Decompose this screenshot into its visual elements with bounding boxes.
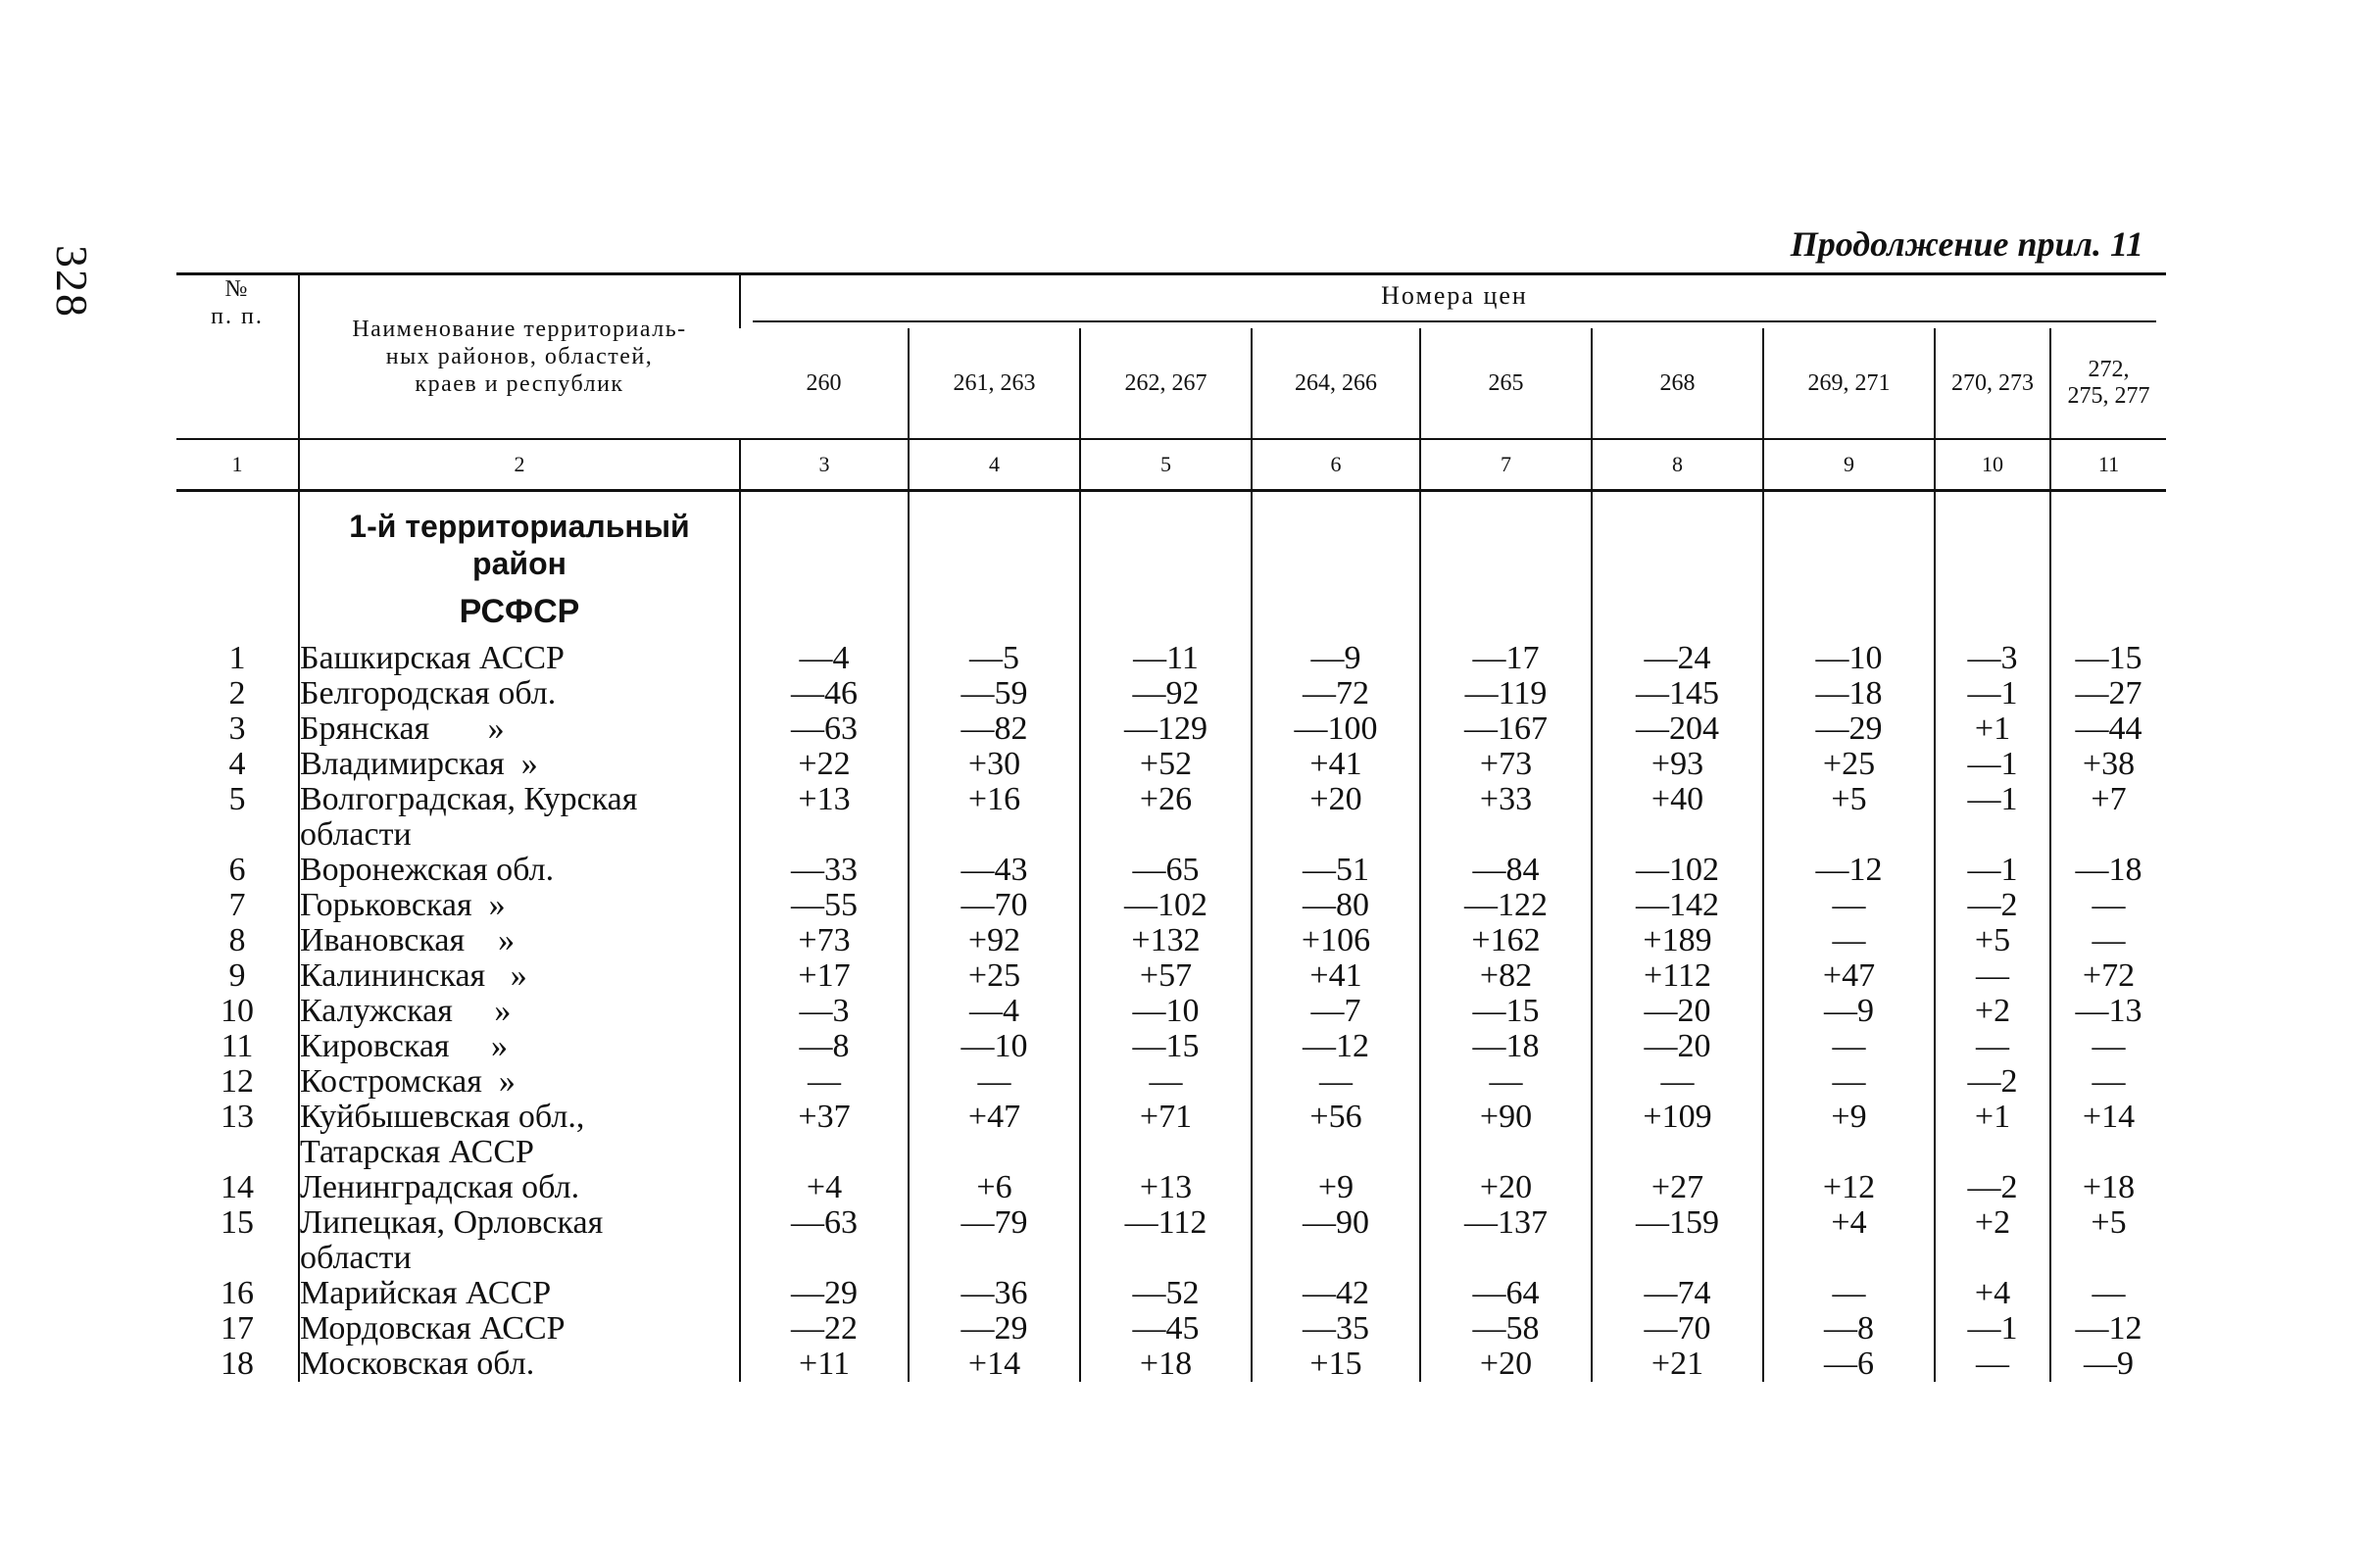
- row-value: +18: [1080, 1347, 1252, 1382]
- row-name: Горьковская »: [299, 888, 740, 923]
- section-title-row: [176, 491, 2166, 642]
- table-row: [176, 782, 2166, 853]
- row-value: +106: [1252, 923, 1420, 958]
- row-value: +18: [2050, 1170, 2166, 1205]
- row-value: —137: [1420, 1205, 1592, 1276]
- row-value: —15: [1080, 1029, 1252, 1064]
- row-value: +27: [1592, 1170, 1763, 1205]
- header-price-column: 262, 267: [1080, 328, 1252, 439]
- row-value: —5: [909, 641, 1080, 676]
- row-value: +73: [1420, 747, 1592, 782]
- row-value: —4: [740, 641, 909, 676]
- row-value: —29: [1763, 711, 1935, 747]
- row-value: —15: [1420, 994, 1592, 1029]
- row-value: —1: [1935, 676, 2050, 711]
- row-value: +90: [1420, 1100, 1592, 1170]
- row-value: +72: [2050, 958, 2166, 994]
- row-value: —65: [1080, 853, 1252, 888]
- row-value: —44: [2050, 711, 2166, 747]
- table-row: [176, 1276, 2166, 1311]
- row-value: +17: [740, 958, 909, 994]
- header-price-column: 270, 273: [1935, 328, 2050, 439]
- row-name: Куйбышевская обл., Татарская АССР: [299, 1100, 740, 1170]
- row-value: —: [1935, 1029, 2050, 1064]
- row-value: —82: [909, 711, 1080, 747]
- section-empty-cell: [1763, 491, 1935, 642]
- price-table: [176, 272, 2166, 1382]
- row-number: 2: [228, 675, 246, 711]
- table-row: [176, 747, 2166, 782]
- header-row-top: [176, 274, 2166, 329]
- row-value: +189: [1592, 923, 1763, 958]
- header-group-text: Номера цен: [753, 281, 2156, 322]
- row-value: —79: [909, 1205, 1080, 1276]
- table-row: [176, 1029, 2166, 1064]
- row-value: —: [2050, 888, 2166, 923]
- row-value: —1: [1935, 1311, 2050, 1347]
- table-body: [176, 491, 2166, 1383]
- row-name: Липецкая, Орловская области: [299, 1205, 740, 1276]
- row-value: —84: [1420, 853, 1592, 888]
- row-value: —11: [1080, 641, 1252, 676]
- row-value: +4: [1763, 1205, 1935, 1276]
- row-number: 8: [228, 922, 246, 958]
- row-value: —92: [1080, 676, 1252, 711]
- row-value: —80: [1252, 888, 1420, 923]
- row-value: —18: [1763, 676, 1935, 711]
- row-value: —10: [909, 1029, 1080, 1064]
- row-value: —72: [1252, 676, 1420, 711]
- row-value: —3: [740, 994, 909, 1029]
- table-row: [176, 1311, 2166, 1347]
- row-name: Ивановская »: [299, 923, 740, 958]
- table-row: [176, 1100, 2166, 1170]
- row-value: +9: [1763, 1100, 1935, 1170]
- row-name: Московская обл.: [299, 1347, 740, 1382]
- section-empty-cell: [1420, 491, 1592, 642]
- row-value: +52: [1080, 747, 1252, 782]
- row-value: —1: [1935, 747, 2050, 782]
- section-empty-cell: [1252, 491, 1420, 642]
- row-value: —: [1592, 1064, 1763, 1100]
- row-name: Марийская АССР: [299, 1276, 740, 1311]
- row-number: 16: [221, 1275, 254, 1311]
- row-value: —119: [1420, 676, 1592, 711]
- row-value: +112: [1592, 958, 1763, 994]
- row-value: +5: [2050, 1205, 2166, 1276]
- row-value: —42: [1252, 1276, 1420, 1311]
- row-value: +41: [1252, 747, 1420, 782]
- row-value: —12: [1763, 853, 1935, 888]
- row-value: +14: [909, 1347, 1080, 1382]
- row-value: —: [1935, 958, 2050, 994]
- row-value: —9: [2050, 1347, 2166, 1382]
- row-number: 11: [221, 1028, 254, 1064]
- row-value: —: [1252, 1064, 1420, 1100]
- row-value: +9: [1252, 1170, 1420, 1205]
- row-value: —2: [1935, 1064, 2050, 1100]
- row-value: —9: [1252, 641, 1420, 676]
- table-row: [176, 853, 2166, 888]
- row-value: —129: [1080, 711, 1252, 747]
- row-value: +82: [1420, 958, 1592, 994]
- row-value: —6: [1763, 1347, 1935, 1382]
- table-row: [176, 958, 2166, 994]
- header-column-number: 11: [2050, 439, 2166, 491]
- row-value: —33: [740, 853, 909, 888]
- row-value: —10: [1080, 994, 1252, 1029]
- page-number: 328: [47, 245, 97, 318]
- row-value: +25: [1763, 747, 1935, 782]
- row-value: +71: [1080, 1100, 1252, 1170]
- row-value: —: [1763, 1276, 1935, 1311]
- section-empty-cell: [1935, 491, 2050, 642]
- section-empty-cell: [909, 491, 1080, 642]
- section-empty-cell: [2050, 491, 2166, 642]
- row-value: —9: [1763, 994, 1935, 1029]
- row-value: +6: [909, 1170, 1080, 1205]
- row-name: Мордовская АССР: [299, 1311, 740, 1347]
- row-value: +2: [1935, 1205, 2050, 1276]
- table-row: [176, 888, 2166, 923]
- row-value: —145: [1592, 676, 1763, 711]
- row-value: —45: [1080, 1311, 1252, 1347]
- row-name: Башкирская АССР: [299, 641, 740, 676]
- row-value: —: [1080, 1064, 1252, 1100]
- table-row: [176, 641, 2166, 676]
- row-value: —58: [1420, 1311, 1592, 1347]
- row-value: —43: [909, 853, 1080, 888]
- table-row: [176, 1064, 2166, 1100]
- table-row: [176, 1347, 2166, 1382]
- row-value: —: [1935, 1347, 2050, 1382]
- row-value: —20: [1592, 994, 1763, 1029]
- row-number: 18: [221, 1346, 254, 1382]
- row-value: +1: [1935, 1100, 2050, 1170]
- row-value: —18: [1420, 1029, 1592, 1064]
- row-value: —51: [1252, 853, 1420, 888]
- table-row: [176, 1205, 2166, 1276]
- table-row: [176, 676, 2166, 711]
- row-value: +162: [1420, 923, 1592, 958]
- row-value: +56: [1252, 1100, 1420, 1170]
- row-value: +4: [740, 1170, 909, 1205]
- row-value: +92: [909, 923, 1080, 958]
- row-value: —3: [1935, 641, 2050, 676]
- row-value: +14: [2050, 1100, 2166, 1170]
- table-row: [176, 923, 2166, 958]
- row-number: 7: [228, 887, 246, 923]
- row-value: +20: [1252, 782, 1420, 853]
- header-column-numbers-row: [176, 439, 2166, 491]
- header-num-label: № п. п.: [176, 274, 299, 440]
- header-group-label: [740, 274, 2166, 329]
- row-name: Владимирская »: [299, 747, 740, 782]
- header-column-number: 2: [299, 439, 740, 491]
- row-value: —8: [1763, 1311, 1935, 1347]
- row-value: —29: [909, 1311, 1080, 1347]
- row-value: —2: [1935, 1170, 2050, 1205]
- row-value: —: [2050, 1276, 2166, 1311]
- row-number: 17: [221, 1310, 254, 1347]
- section-title-cell: [299, 491, 740, 642]
- row-value: —: [1763, 1064, 1935, 1100]
- row-value: +38: [2050, 747, 2166, 782]
- row-value: —24: [1592, 641, 1763, 676]
- row-number: 4: [228, 746, 246, 782]
- row-value: +57: [1080, 958, 1252, 994]
- row-name: Волгоградская, Курская области: [299, 782, 740, 853]
- row-value: —1: [1935, 782, 2050, 853]
- row-value: —22: [740, 1311, 909, 1347]
- header-price-column: 260: [806, 369, 842, 396]
- row-value: —: [2050, 923, 2166, 958]
- row-number: 14: [221, 1169, 254, 1205]
- row-value: —: [1763, 1029, 1935, 1064]
- header-name-label: Наименование территориаль- ных районов, областей, краев и республик: [299, 274, 740, 440]
- row-number: 9: [228, 957, 246, 994]
- row-value: —: [909, 1064, 1080, 1100]
- row-value: +93: [1592, 747, 1763, 782]
- row-value: +30: [909, 747, 1080, 782]
- row-value: —17: [1420, 641, 1592, 676]
- row-value: +40: [1592, 782, 1763, 853]
- row-value: +20: [1420, 1347, 1592, 1382]
- row-number: 13: [221, 1099, 254, 1135]
- header-price-column: 272, 275, 277: [2050, 328, 2166, 439]
- row-name: Кировская »: [299, 1029, 740, 1064]
- row-value: —: [1420, 1064, 1592, 1100]
- continuation-title: Продолжение прил. 11: [1790, 224, 2143, 264]
- header-price-column: 269, 271: [1763, 328, 1935, 439]
- row-number: 15: [221, 1204, 254, 1241]
- row-value: —102: [1592, 853, 1763, 888]
- row-value: +7: [2050, 782, 2166, 853]
- row-value: +5: [1935, 923, 2050, 958]
- row-value: —90: [1252, 1205, 1420, 1276]
- row-name: Ленинградская обл.: [299, 1170, 740, 1205]
- row-name: Костромская »: [299, 1064, 740, 1100]
- table-row: [176, 1170, 2166, 1205]
- row-value: —167: [1420, 711, 1592, 747]
- row-value: —12: [2050, 1311, 2166, 1347]
- row-value: —59: [909, 676, 1080, 711]
- row-value: +12: [1763, 1170, 1935, 1205]
- row-value: —122: [1420, 888, 1592, 923]
- header-price-column: 265: [1420, 328, 1592, 439]
- header-column-number: 8: [1592, 439, 1763, 491]
- row-name: Калужская »: [299, 994, 740, 1029]
- row-value: +2: [1935, 994, 2050, 1029]
- row-value: —10: [1763, 641, 1935, 676]
- row-value: —: [740, 1064, 909, 1100]
- row-value: +21: [1592, 1347, 1763, 1382]
- row-value: —52: [1080, 1276, 1252, 1311]
- row-value: —13: [2050, 994, 2166, 1029]
- row-value: —: [1763, 888, 1935, 923]
- row-number: 5: [228, 781, 246, 817]
- row-value: —70: [1592, 1311, 1763, 1347]
- row-number: 1: [228, 640, 246, 676]
- row-value: —8: [740, 1029, 909, 1064]
- row-number: 10: [221, 993, 254, 1029]
- row-name: Белгородская обл.: [299, 676, 740, 711]
- header-column-number: 6: [1252, 439, 1420, 491]
- row-value: +1: [1935, 711, 2050, 747]
- section-empty-cell: [176, 491, 299, 642]
- row-value: +47: [909, 1100, 1080, 1170]
- row-value: —35: [1252, 1311, 1420, 1347]
- row-value: —2: [1935, 888, 2050, 923]
- header-column-number: 3: [740, 439, 909, 491]
- section-empty-cell: [740, 491, 909, 642]
- row-value: +41: [1252, 958, 1420, 994]
- header-column-number: 10: [1935, 439, 2050, 491]
- header-column-number: 7: [1420, 439, 1592, 491]
- row-value: —112: [1080, 1205, 1252, 1276]
- table-row: [176, 711, 2166, 747]
- row-name: Воронежская обл.: [299, 853, 740, 888]
- row-value: —46: [740, 676, 909, 711]
- section-empty-cell: [1080, 491, 1252, 642]
- row-value: —74: [1592, 1276, 1763, 1311]
- row-number: 6: [228, 852, 246, 888]
- row-value: +15: [1252, 1347, 1420, 1382]
- row-value: —29: [740, 1276, 909, 1311]
- row-value: +37: [740, 1100, 909, 1170]
- header-column-number: 5: [1080, 439, 1252, 491]
- row-value: —4: [909, 994, 1080, 1029]
- row-value: +33: [1420, 782, 1592, 853]
- row-value: —27: [2050, 676, 2166, 711]
- row-value: —100: [1252, 711, 1420, 747]
- row-value: +20: [1420, 1170, 1592, 1205]
- row-value: —20: [1592, 1029, 1763, 1064]
- row-value: +13: [740, 782, 909, 853]
- row-value: —204: [1592, 711, 1763, 747]
- section-empty-cell: [1592, 491, 1763, 642]
- row-value: +11: [740, 1347, 909, 1382]
- row-value: +26: [1080, 782, 1252, 853]
- header-column-number: 9: [1763, 439, 1935, 491]
- row-value: +4: [1935, 1276, 2050, 1311]
- header-price-column: 268: [1592, 328, 1763, 439]
- row-value: —7: [1252, 994, 1420, 1029]
- row-value: —: [2050, 1064, 2166, 1100]
- row-name: Брянская »: [299, 711, 740, 747]
- row-value: —1: [1935, 853, 2050, 888]
- row-value: +13: [1080, 1170, 1252, 1205]
- row-value: —36: [909, 1276, 1080, 1311]
- row-value: —18: [2050, 853, 2166, 888]
- header-price-column: 264, 266: [1252, 328, 1420, 439]
- header-column-number: 1: [176, 439, 299, 491]
- row-value: —63: [740, 711, 909, 747]
- row-value: +109: [1592, 1100, 1763, 1170]
- region-title: 1-й территориальный район: [349, 509, 690, 581]
- row-name: Калининская »: [299, 958, 740, 994]
- row-value: —63: [740, 1205, 909, 1276]
- row-value: +73: [740, 923, 909, 958]
- row-value: +22: [740, 747, 909, 782]
- row-value: +47: [1763, 958, 1935, 994]
- republic-title: РСФСР: [459, 593, 580, 630]
- row-value: —: [1763, 923, 1935, 958]
- row-value: —159: [1592, 1205, 1763, 1276]
- row-value: +25: [909, 958, 1080, 994]
- row-value: —102: [1080, 888, 1252, 923]
- header-price-column: 261, 263: [909, 328, 1080, 439]
- table-row: [176, 994, 2166, 1029]
- row-value: —15: [2050, 641, 2166, 676]
- row-value: —55: [740, 888, 909, 923]
- row-number: 3: [228, 710, 246, 747]
- row-value: +5: [1763, 782, 1935, 853]
- row-number: 12: [221, 1063, 254, 1100]
- row-value: —64: [1420, 1276, 1592, 1311]
- row-value: +16: [909, 782, 1080, 853]
- row-value: —12: [1252, 1029, 1420, 1064]
- header-column-number: 4: [909, 439, 1080, 491]
- row-value: —: [2050, 1029, 2166, 1064]
- row-value: —142: [1592, 888, 1763, 923]
- row-value: +132: [1080, 923, 1252, 958]
- row-value: —70: [909, 888, 1080, 923]
